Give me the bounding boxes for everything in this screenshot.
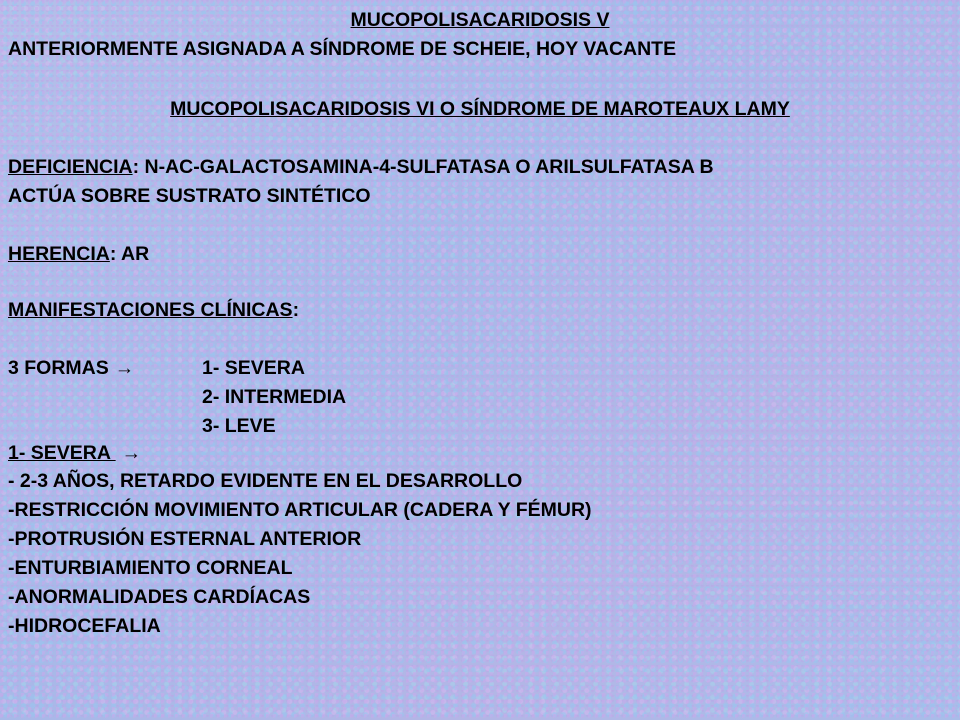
severa-heading xyxy=(8,441,141,465)
mps5-title xyxy=(0,8,960,32)
deficiencia-line xyxy=(8,155,714,179)
deficiencia-line2: ACTÚA SOBRE SUSTRATO SINTÉTICO xyxy=(8,185,371,207)
mps6-title-text: MUCOPOLISACARIDOSIS VI O SÍNDROME DE MAROTEAUX LAMY xyxy=(170,98,790,120)
mps6-title xyxy=(0,97,960,121)
manifestaciones-line xyxy=(8,298,299,322)
formas-label: 3 FORMAS xyxy=(8,357,109,379)
manifestaciones-suffix: : xyxy=(292,299,300,321)
mps5-note: ANTERIORMENTE ASIGNADA A SÍNDROME DE SCHEIE, HOY VACANTE xyxy=(8,38,677,60)
severa-item: - 2-3 AÑOS, RETARDO EVIDENTE EN EL DESARROLLO xyxy=(8,470,523,492)
forma-item: 1- SEVERA xyxy=(202,357,305,379)
severa-item: -PROTRUSIÓN ESTERNAL ANTERIOR xyxy=(8,528,362,550)
forma-item: 2- INTERMEDIA xyxy=(202,386,347,408)
arrow-right-icon: → xyxy=(114,357,135,379)
mps5-title-text: MUCOPOLISACARIDOSIS V xyxy=(350,9,610,31)
deficiencia-value: : N-AC-GALACTOSAMINA-4-SULFATASA O ARILSULFATASA B xyxy=(132,156,714,178)
severa-label: 1- SEVERA xyxy=(8,442,116,464)
manifestaciones-label: MANIFESTACIONES CLÍNICAS xyxy=(8,299,293,321)
herencia-label: HERENCIA xyxy=(8,243,110,265)
forma-item: 3- LEVE xyxy=(202,415,276,437)
severa-item: -ANORMALIDADES CARDÍACAS xyxy=(8,586,311,608)
severa-item: -ENTURBIAMIENTO CORNEAL xyxy=(8,557,293,579)
severa-item: -HIDROCEFALIA xyxy=(8,615,161,637)
arrow-right-icon: → xyxy=(121,442,142,464)
severa-item: -RESTRICCIÓN MOVIMIENTO ARTICULAR (CADERA Y FÉMUR) xyxy=(8,499,592,521)
formas-label-line xyxy=(8,356,134,380)
herencia-line xyxy=(8,242,149,266)
deficiencia-label: DEFICIENCIA xyxy=(8,156,133,178)
herencia-value: : AR xyxy=(109,243,150,265)
